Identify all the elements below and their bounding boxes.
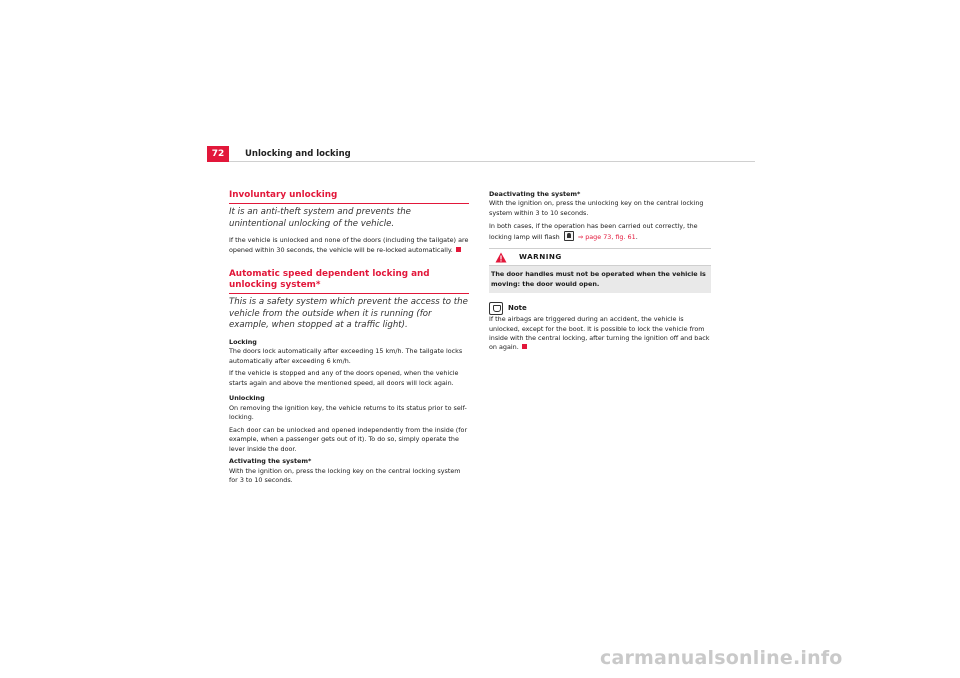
header-rule <box>229 161 755 162</box>
paragraph: In both cases, if the operation has been carried out correctly, the locking lamp will flash ⇒ page 73, fig. 61. <box>489 221 698 242</box>
warning-triangle-icon <box>495 252 507 263</box>
section-intro: It is an anti-theft system and prevents the unintentional unlocking of the vehicle. <box>229 207 411 229</box>
subheading-locking: Locking <box>229 337 257 346</box>
section-speed-locking <box>229 269 469 486</box>
paragraph: The doors lock automatically after exceeding 15 km/h. The tailgate locks automatically after exceeding 6 km/h. <box>229 347 463 365</box>
section-intro: This is a safety system which prevent the access to the vehicle from the outside when it is running (for example, when stopped at a traffic light). <box>229 297 468 331</box>
note-label: Note <box>508 304 527 313</box>
paragraph-text: In both cases, if the operation has been carried out correctly, the locking lamp will flash <box>489 221 698 242</box>
warning-text: The door handles must not be operated when the vehicle is moving: the door would open. <box>491 270 706 288</box>
paragraph: With the ignition on, press the unlocking key on the central locking system within 3 to 10 seconds. <box>489 199 704 217</box>
section-heading-speed-locking: Automatic speed dependent locking and unlocking system* <box>229 269 469 294</box>
section-end-icon <box>456 247 461 252</box>
right-column <box>489 190 711 356</box>
subheading-unlocking: Unlocking <box>229 394 265 403</box>
cross-reference-link[interactable]: ⇒ page 73, fig. 61 <box>577 233 636 242</box>
paragraph-text: If the vehicle is unlocked and none of the doors (including the tailgate) are opened within 30 seconds, the vehicle will be re-locked automatically. <box>229 236 469 254</box>
paragraph <box>229 236 469 255</box>
running-header-title: Unlocking and locking <box>245 149 351 159</box>
paragraph: Each door can be unlocked and opened independently from the inside (for example, when a passenger gets out of it). To do so, simply operate the lever inside the door. <box>229 425 468 453</box>
section-heading-involuntary-unlocking: Involuntary unlocking <box>229 190 469 204</box>
section-end-icon <box>522 344 527 349</box>
locking-lamp-icon <box>564 231 574 241</box>
paragraph-text: If the airbags are triggered during an accident, the vehicle is unlocked, except for the boot. It is possible to lock the vehicle from inside with the central locking, after turning the ignition off and back on again. <box>489 315 710 352</box>
subheading-activating: Activating the system* <box>229 457 312 466</box>
subheading-deactivating: Deactivating the system* <box>489 190 581 198</box>
left-column <box>229 190 469 489</box>
warning-box <box>489 248 711 293</box>
paragraph: With the ignition on, press the locking key on the central locking system for 3 to 10 seconds. <box>229 466 461 485</box>
note-hand-icon <box>489 302 503 315</box>
note-text <box>489 315 711 353</box>
page-number: 72 <box>207 146 229 162</box>
warning-label: WARNING <box>519 252 562 262</box>
warning-header <box>489 249 711 266</box>
paragraph: If the vehicle is stopped and any of the doors opened, when the vehicle starts again and above the mentioned speed, all doors will lock again. <box>229 369 459 387</box>
note-header <box>489 302 711 315</box>
watermark: carmanualsonline.info <box>600 647 843 669</box>
paragraph: On removing the ignition key, the vehicle returns to its status prior to self-locking. <box>229 403 467 422</box>
